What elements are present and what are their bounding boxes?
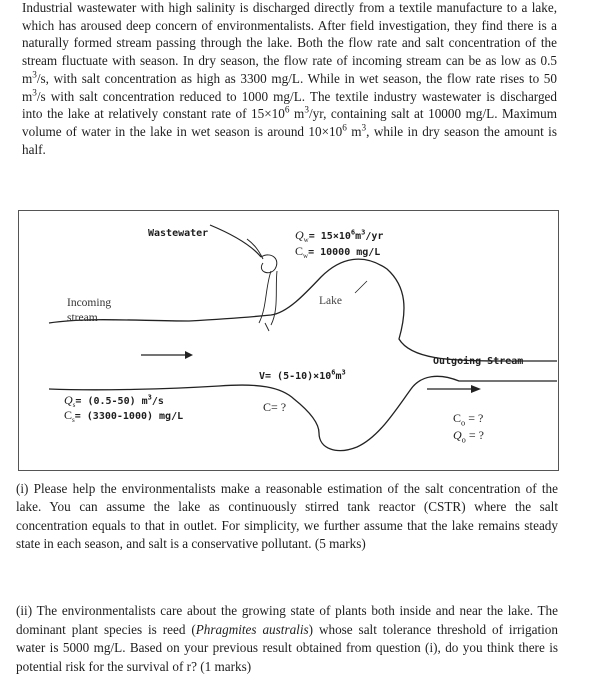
incoming-stream-label-1: Incoming	[67, 297, 112, 309]
wastewater-concentration: $C_w= 10000$ mg/L	[295, 244, 381, 260]
outgoing-stream-label: Outgoing Stream	[433, 356, 524, 367]
wastewater-flow-rate: $Q_w= 15\times 10^6m^3/yr$	[295, 228, 384, 244]
outlet-concentration: $C_o$ = ?	[453, 411, 484, 428]
lake-volume: $V= (5-10)\times 10^6m^3$	[259, 368, 346, 382]
stream-flow-rate: $Q_s= (0.5-50)$ $m^3/s$	[64, 393, 164, 409]
question-2: (ii) The environmentalists care about the growing state of plants both inside and near the lake. The dominant plant species is reed (Phragmites australis) whose salt tolerance threshold of irrigation water is 5000 mg/L. Based on your previous result obtained from question (i), do you think there is potential risk for the survival of r? (1 marks)	[16, 603, 558, 674]
wastewater-label: Wastewater	[148, 228, 209, 239]
incoming-stream-label-2: stream	[67, 312, 98, 324]
outlet-flow-rate: $Q_o$ = ?	[453, 428, 484, 445]
lake-label: Lake	[319, 295, 342, 307]
intro-paragraph: Industrial wastewater with high salinity is discharged directly from a textile manufacture to a lake, which has aroused deep concern of environmentalists. After field investigation, they find there is a naturally formed stream passing through the lake. Both the flow rate and salt concentration of the stream fluctuate with season. In dry season, the flow rate of incoming stream can be as low as 0.5 $m^3/s$, with salt concentration as high as 3300 mg/L. While in wet season, the flow rate rises to 50 $m^3/s$ with salt concentration reduced to 1000 mg/L. The textile industry wastewater is discharged into the lake at relatively constant rate of $15\times 10^6$ $m^3/yr$, containing salt at 10000 mg/L. Maximum volume of water in the lake in wet season is around $10\times 10^6$ $m^3$, while in dry season the amount is half.	[22, 0, 557, 157]
question-1: (i) Please help the environmentalists make a reasonable estimation of the salt concentration of the lake. You can assume the lake as continuously stirred tank reactor (CSTR) where the salt concentration equals to that in outlet. For simplicity, we further assume that the lake remains steady state in each season, and salt is a conservative pollutant. (5 marks)	[16, 481, 558, 552]
wastewater-pipe	[210, 225, 261, 257]
wastewater-discharge-lines	[259, 271, 277, 331]
lake-upper-shore	[49, 259, 557, 361]
lake-concentration: C= ?	[263, 400, 287, 414]
stream-concentration: $C_s= (3300-1000)$ mg/L	[64, 408, 184, 424]
wastewater-outfall	[261, 255, 277, 273]
lake-diagram	[18, 210, 559, 471]
